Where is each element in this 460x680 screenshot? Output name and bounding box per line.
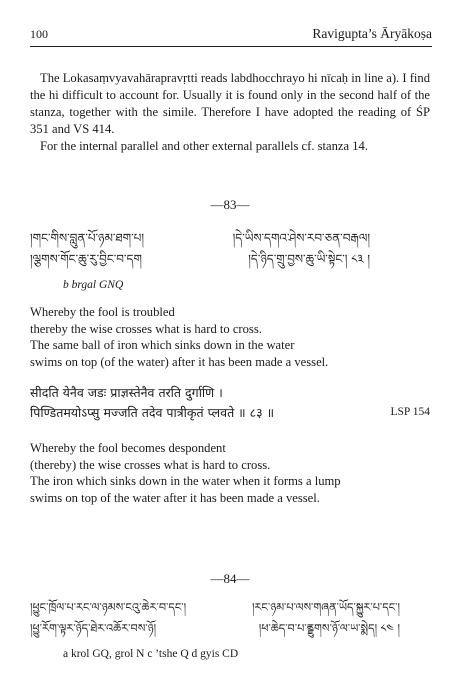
stanza-84-number: —84— bbox=[210, 571, 250, 586]
translation-line: Whereby the fool is troubled bbox=[30, 305, 175, 319]
tibetan-verse-a: །གང་གིས་བླུན་པོ་ཉམ་ཐག་པ། bbox=[30, 231, 144, 245]
tibetan-verse-d: །དེ་ཉིད་གྲུ་བྱས་ཆུ་ཡི་སྟེང་། ༨༣ ། bbox=[248, 252, 370, 266]
translation-line: thereby the wise crosses what is hard to cross. bbox=[30, 321, 262, 336]
page-number: 100 bbox=[30, 27, 48, 41]
stanza-83-translation-1 bbox=[30, 304, 430, 370]
translation-line: swims on top of the water after it has been made a vessel. bbox=[30, 490, 320, 505]
translation-line: swims on top (of the water) after it has been made a vessel. bbox=[30, 354, 329, 369]
running-title: Ravigupta’s Āryākoṣa bbox=[312, 26, 432, 41]
tibetan-verse-b: །རང་ཉམ་པ་ལས་གཞན་ཡོད་སྐྱུར་པ་དང་། bbox=[251, 601, 400, 614]
sanskrit-line: पिण्डितमयोऽप्सु मज्जति तदेव पात्रीकृतं प्लवते ॥ ८३ ॥ bbox=[30, 405, 275, 420]
stanza-83-tibetan bbox=[30, 228, 370, 270]
tibetan-verse-a: །ཕྱུང་ཁྲོལ་པ་རང་ལ་ཉམས་ངའུ་ཆེར་བ་དང་། bbox=[30, 601, 187, 614]
tibetan-line bbox=[30, 618, 400, 639]
stanza-84-tibetan bbox=[30, 597, 400, 639]
header-rule bbox=[30, 46, 432, 47]
translation-line: The same ball of iron which sinks down in the water bbox=[30, 338, 295, 352]
translation-line: The iron which sinks down in the water when it forms a lump bbox=[30, 474, 341, 488]
tibetan-verse-c: །ལྕགས་གོང་ཆུ་རུ་བྱིང་བ་དག bbox=[30, 252, 142, 266]
tibetan-line bbox=[30, 228, 370, 249]
tibetan-line bbox=[30, 249, 370, 270]
stanza-83-apparatus bbox=[63, 279, 123, 291]
translation-line: (thereby) the wise crosses what is hard to cross. bbox=[30, 457, 271, 472]
intro-paragraph-1: The Lokasaṃvyavahārapravṛtti reads labdhocchrayo hi nīcaḥ in line a). I find the hi difficult to account for. Usually it is found only in the second half of the stanza, together with the simile. Therefore I have adopted the reading of ŚP 351 and VS 414. bbox=[30, 71, 430, 136]
tibetan-verse-c: །ཕྱུ་རོག་ལྟར་ཉོད་ཐེར་འཆོར་བས་ཉོ། bbox=[30, 622, 157, 635]
stanza-83-sanskrit bbox=[30, 383, 360, 423]
margin-reference: LSP 154 bbox=[390, 406, 430, 418]
stanza-83-translation-2 bbox=[30, 440, 430, 506]
page-header bbox=[30, 26, 432, 42]
tibetan-line bbox=[30, 597, 400, 618]
tibetan-verse-b: །དེ་ཡིས་དགའ་ཤེས་རབ་ཅན་བརྒལ། bbox=[232, 231, 370, 245]
tibetan-verse-d: །ཕ་ཆེད་བ་པ་ནྲྗུགས་ཉོ་ལ་ཡ་སྨེད། ༨༤ ། bbox=[258, 622, 400, 635]
apparatus-text: b brgal GNQ bbox=[63, 279, 124, 291]
translation-line: Whereby the fool becomes despondent bbox=[30, 441, 226, 455]
sanskrit-line: सीदति येनैव जडः प्राज्ञस्तेनैव तरति दुर्गाणि । bbox=[30, 385, 223, 400]
stanza-84-apparatus bbox=[63, 648, 238, 660]
intro-text bbox=[30, 70, 430, 155]
apparatus-text: a krol GQ, grol N c ’tshe Q d gyis CD bbox=[63, 648, 239, 660]
intro-paragraph-2: For the internal parallel and other external parallels cf. stanza 14. bbox=[40, 139, 368, 153]
stanza-83-number: —83— bbox=[210, 197, 250, 212]
